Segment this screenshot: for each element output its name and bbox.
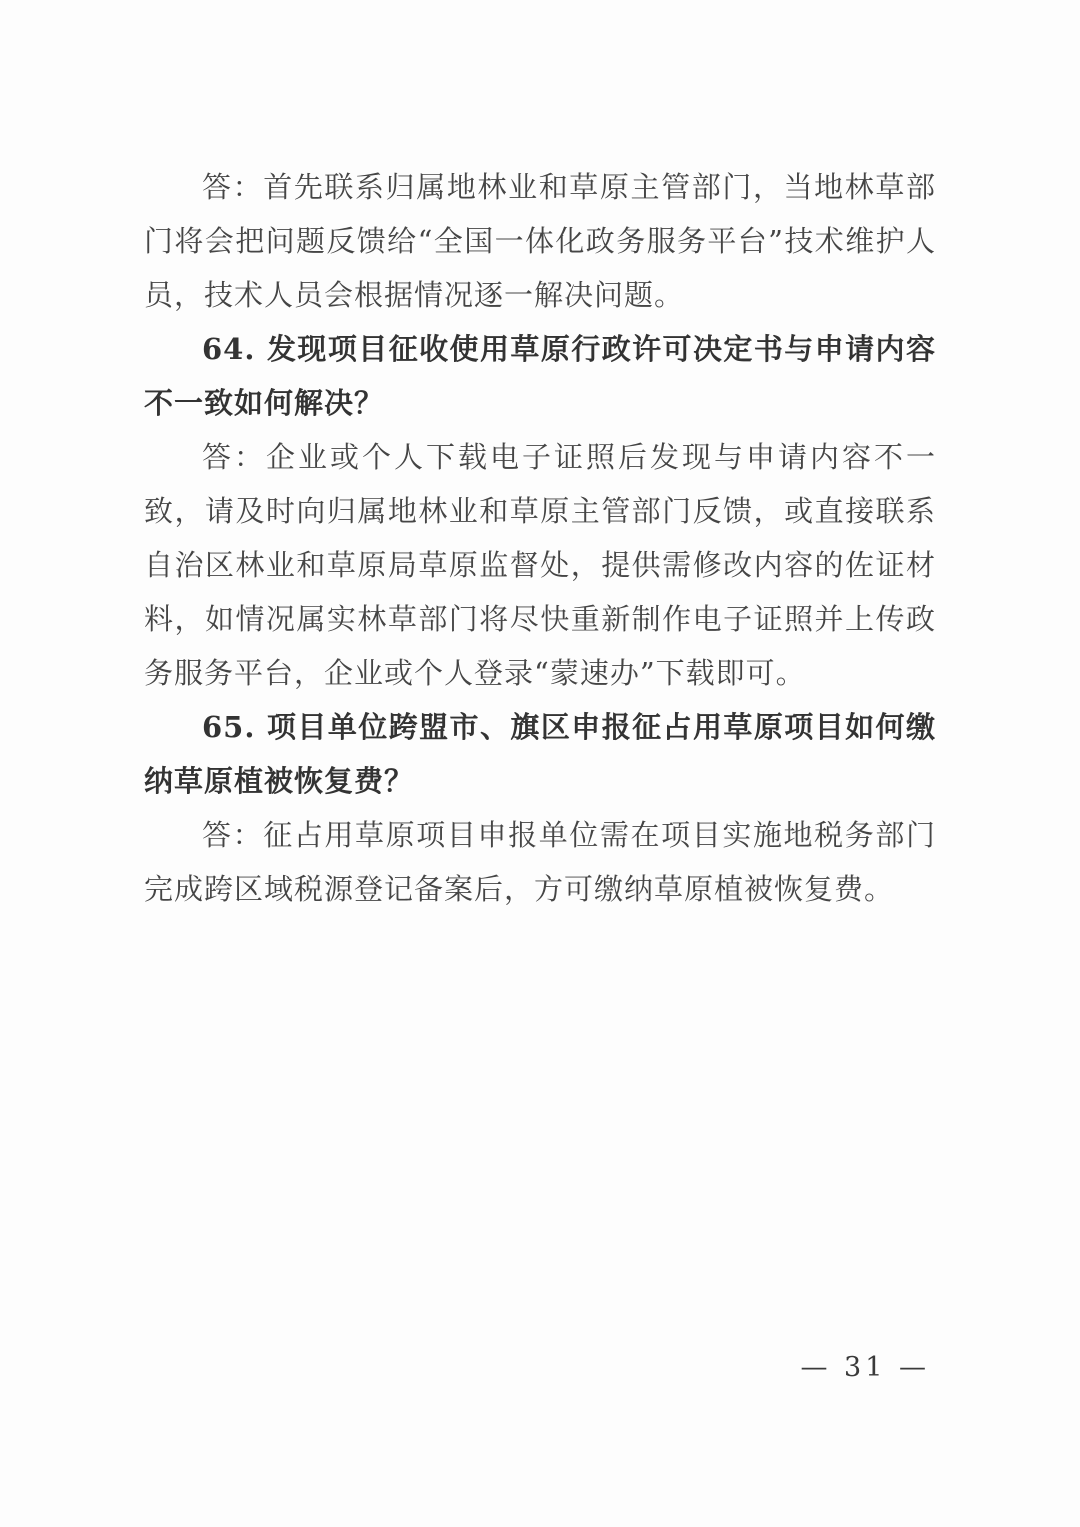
question-65-heading: 65. 项目单位跨盟市、旗区申报征占用草原项目如何缴纳草原植被恢复费？ [144, 710, 936, 798]
answer-63-paragraph: 答：首先联系归属地林业和草原主管部门，当地林草部门将会把问题反馈给“全国一体化政务服务平台”技术维护人员，技术人员会根据情况逐一解决问题。 [144, 170, 936, 312]
question-64-heading: 64. 发现项目征收使用草原行政许可决定书与申请内容不一致如何解决？ [144, 332, 936, 420]
page-content [144, 160, 936, 916]
answer-64-paragraph: 答：企业或个人下载电子证照后发现与申请内容不一致，请及时向归属地林业和草原主管部门反馈，或直接联系自治区林业和草原局草原监督处，提供需修改内容的佐证材料，如情况属实林草部门将尽快重新制作电子证照并上传政务服务平台，企业或个人登录“蒙速办”下载即可。 [144, 440, 936, 690]
page-number: — 31 — [800, 1352, 930, 1383]
answer-65-paragraph: 答：征占用草原项目申报单位需在项目实施地税务部门完成跨区域税源登记备案后，方可缴纳草原植被恢复费。 [144, 818, 936, 906]
